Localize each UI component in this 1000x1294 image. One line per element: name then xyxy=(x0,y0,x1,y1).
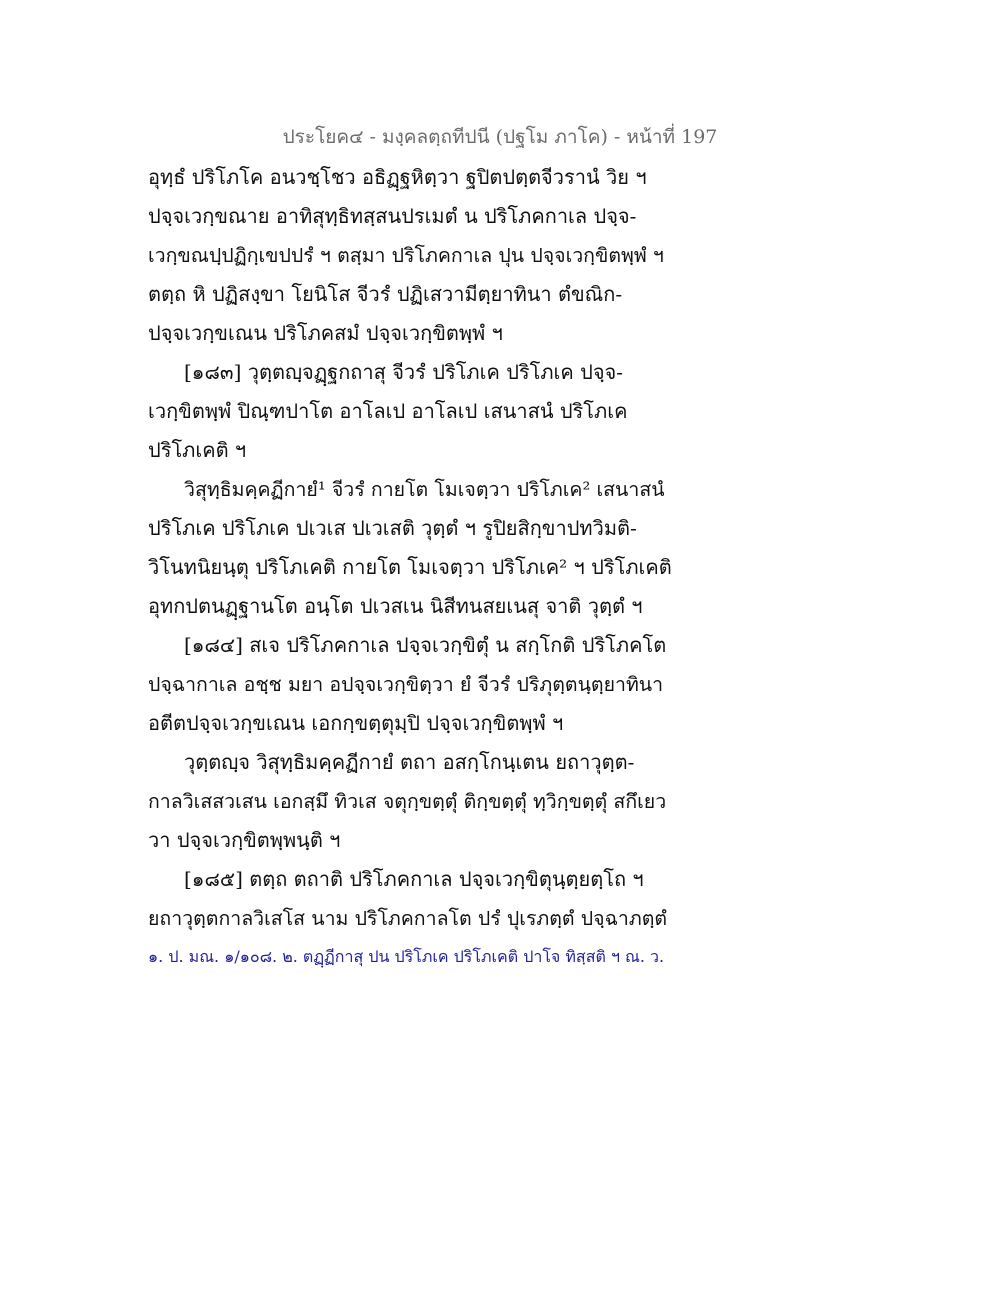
paragraph-183-start: [๑๘๓] วุตฺตญฺจฏฺฐกถาสุ จีวรํ ปริโภเค ปริโภเค ปจฺจ- xyxy=(184,360,624,384)
text-line: ปจฺจเวกฺขเณน ปริโภคสมํ ปจฺจเวกฺขิตพฺพํ ฯ xyxy=(148,321,503,345)
text-line: วิโนทนิยนฺตุ ปริโภเคติ กายโต โมเจตฺวา ปริโภเค² ฯ ปริโภเคติ xyxy=(148,555,672,579)
text-line: เวกฺขณปฺปฏิกฺเขปปรํ ฯ ตสฺมา ปริโภคกาเล ปุน ปจฺจเวกฺขิตพฺพํ ฯ xyxy=(148,244,664,267)
text-line: กาลวิเสสวเสน เอกสฺมึ ทิวเส จตุกฺขตฺตุํ ติกฺขตฺตุํ ทฺวิกฺขตฺตุํ สกึเยว xyxy=(148,790,667,813)
body-text xyxy=(148,158,673,976)
text-line: ปริโภเค ปริโภเค ปเวเส ปเวเสติ วุตฺตํ ฯ รูปิยสิกฺขาปทวิมติ- xyxy=(148,516,637,540)
text-line: เวกฺขิตพฺพํ ปิณฺฑปาโต อาโลเป อาโลเป เสนาสนํ ปริโภเค xyxy=(148,399,628,423)
running-header: ประโยค๔ - มงฺคลตฺถทีปนี (ปฐโม ภาโค) - หน้าที่ 197 xyxy=(282,126,718,148)
paragraph-185-start: [๑๘๕] ตตฺถ ตถาติ ปริโภคกาเล ปจฺจเวกฺขิตุนฺตฺยตฺโถ ฯ xyxy=(184,867,644,891)
text-line: อุทกปตนฏฺฐานโต อนฺโต ปเวสเน นิสีทนสยเนสุ จาติ วุตฺตํ ฯ xyxy=(148,594,643,618)
text-line: อุทฺธํ ปริโภโค อนวชฺโชว อธิฏฺฐหิตฺวา ฐปิตปตฺตจีวรานํ วิย ฯ xyxy=(148,165,647,189)
text-line: ปจฺจเวกฺขณาย อาทิสุทฺธิทสฺสนปรเมตํ น ปริโภคกาเล ปจฺจ- xyxy=(148,204,637,228)
footnote: ๑. ป. มณ. ๑/๑๐๘. ๒. ตฏฺฏีกาสุ ปน ปริโภเค ปริโภเคติ ปาโจ ทิสฺสติ ฯ ณ. ว. xyxy=(148,947,665,966)
text-line: ปริโภเคติ ฯ xyxy=(148,438,247,462)
text-line: ปจฺฉากาเล อชฺช มยา อปจฺจเวกฺขิตฺวา ยํ จีวรํ ปริภุตฺตนฺตฺยาทินา xyxy=(148,673,664,696)
paragraph-start: วิสุทฺธิมคฺคฏีกายํ¹ จีวรํ กายโต โมเจตฺวา ปริโภเค² เสนาสนํ xyxy=(184,478,665,501)
text-line: ตตฺถ หิ ปฏิสงฺขา โยนิโส จีวรํ ปฏิเสวามีตฺยาทินา ตํขณิก- xyxy=(148,282,623,306)
paragraph-start: วุตฺตญฺจ วิสุทฺธิมคฺคฏีกายํ ตถา อสกฺโกนฺเตน ยถาวุตฺต- xyxy=(184,750,635,774)
text-line: วา ปจฺจเวกฺขิตพฺพนฺติ ฯ xyxy=(148,828,341,852)
paragraph-184-start: [๑๘๔] สเจ ปริโภคกาเล ปจฺจเวกฺขิตุํ น สกฺโกติ ปริโภคโต xyxy=(184,633,667,657)
text-line: ยถาวุตฺตกาลวิเสโส นาม ปริโภคกาลโต ปรํ ปุเรภตฺตํ ปจฺฉาภตฺตํ xyxy=(148,907,668,930)
text-line: อตีตปจฺจเวกฺขเณน เอกกฺขตฺตุมฺปิ ปจฺจเวกฺขิตพฺพํ ฯ xyxy=(148,711,564,735)
